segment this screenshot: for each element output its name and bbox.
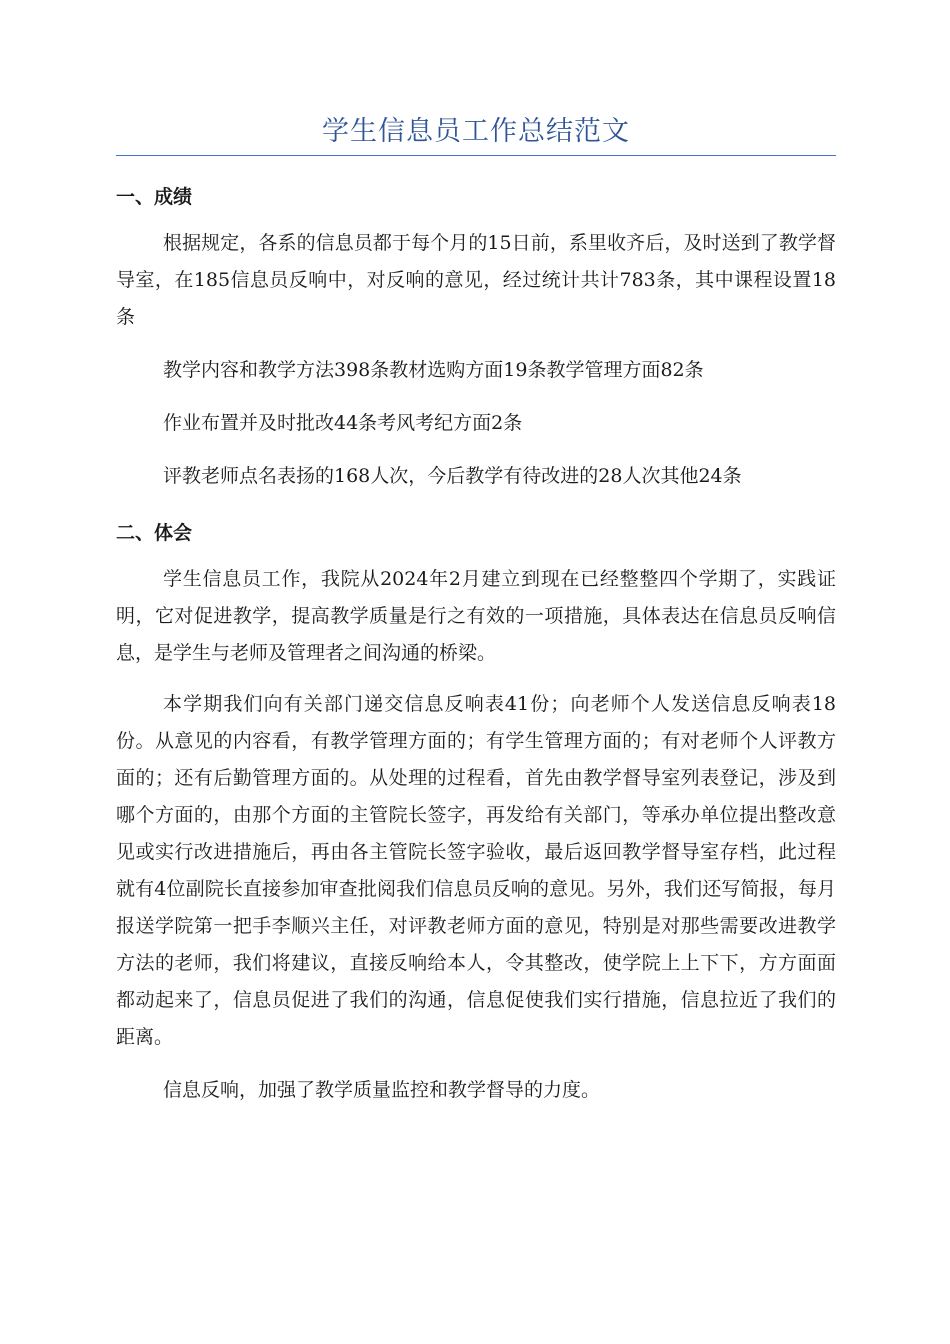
document-page (116, 112, 836, 1109)
paragraph: 评教老师点名表扬的168人次，今后教学有待改进的28人次其他24条 (163, 465, 742, 487)
section-heading-achievements: 一、成绩 (116, 186, 193, 208)
title-underline (116, 155, 836, 156)
section-heading-reflections: 二、体会 (116, 522, 193, 544)
paragraph: 作业布置并及时批改44条考风考纪方面2条 (163, 412, 523, 434)
paragraph: 学生信息员工作，我院从2024年2月建立到现在已经整整四个学期了，实践证明，它对促进教学，提高教学质量是行之有效的一项措施，具体表达在信息员反响信息，是学生与老师及管理者之间沟通的桥梁。 (116, 568, 836, 664)
paragraph: 信息反响，加强了教学质量监控和教学督导的力度。 (163, 1079, 601, 1101)
paragraph: 教学内容和教学方法398条教材选购方面19条教学管理方面82条 (163, 359, 704, 381)
document-title: 学生信息员工作总结范文 (322, 116, 630, 147)
paragraph: 本学期我们向有关部门递交信息反响表41份；向老师个人发送信息反响表18份。从意见的内容看，有教学管理方面的；有学生管理方面的；有对老师个人评教方面的；还有后勤管理方面的。从处理的过程看，首先由教学督导室列表登记，涉及到哪个方面的，由那个方面的主管院长签字，再发给有关部门，等承办单位提出整改意见或实行改进措施后，再由各主管院长签字验收，最后返回教学督导室存档，此过程就有4位副院长直接参加审查批阅我们信息员反响的意见。另外，我们还写简报，每月报送学院第一把手李顺兴主任，对评教老师方面的意见，特别是对那些需要改进教学方法的老师，我们将建议，直接反响给本人，令其整改，使学院上上下下，方方面面都动起来了，信息员促进了我们的沟通，信息促使我们实行措施，信息拉近了我们的距离。 (116, 693, 836, 1048)
paragraph: 根据规定，各系的信息员都于每个月的15日前，系里收齐后，及时送到了教学督导室，在185信息员反响中，对反响的意见，经过统计共计783条，其中课程设置18条 (116, 232, 836, 328)
